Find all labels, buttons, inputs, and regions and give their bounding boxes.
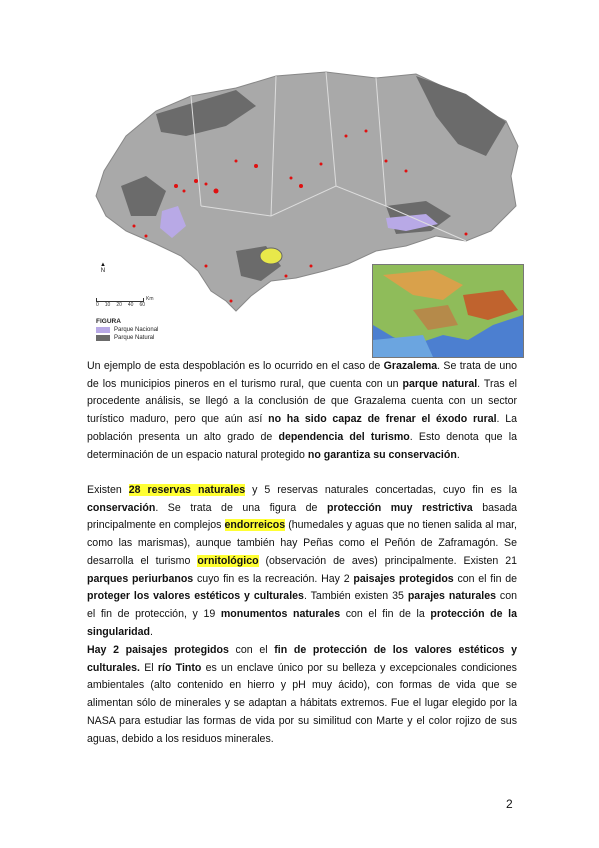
text-run: con el bbox=[228, 644, 275, 656]
text-run: y 5 reservas naturales concertadas, cuyo fin es la bbox=[245, 484, 517, 496]
text-run: conservación bbox=[87, 501, 156, 514]
text-run: . Se trata de una figura de bbox=[155, 501, 328, 514]
text-run: con el fin de protección, y 19 bbox=[87, 590, 518, 620]
text-run: con el fin de la bbox=[340, 607, 431, 620]
text-run: Existen bbox=[87, 484, 129, 496]
text-run: . Esto denota que la determinación de un espacio natural protegido bbox=[87, 430, 517, 461]
text-run: protección muy restrictiva bbox=[327, 501, 473, 514]
text-run: parajes naturales bbox=[407, 590, 496, 603]
text-run: protección de la singularidad bbox=[87, 607, 517, 638]
text-run: . bbox=[149, 625, 153, 638]
text-run: con el fin de bbox=[453, 572, 518, 585]
text-run: 28 reservas naturales bbox=[128, 484, 246, 496]
text-run: . También existen 35 bbox=[303, 590, 408, 603]
text-run: El bbox=[140, 661, 158, 674]
relief-inset-graphic bbox=[373, 265, 523, 357]
text-run: parque natural bbox=[402, 377, 478, 390]
legend-item bbox=[96, 327, 158, 333]
text-run: río Tinto bbox=[157, 661, 202, 674]
text-run: endorreicos bbox=[224, 519, 286, 532]
text-run: . La población presenta un alto grado de bbox=[87, 413, 518, 443]
legend-item bbox=[96, 335, 158, 341]
north-label: N bbox=[100, 268, 106, 274]
text-run: . Tras el procedente análisis, se llegó a la conclusión de que Grazalema cuenta con un sector turístico maduro, pero que aún así bbox=[87, 377, 517, 426]
map-legend bbox=[96, 318, 158, 341]
paragraph-paisajes bbox=[87, 642, 517, 748]
text-run: es un enclave único por su belleza y excepcionales condiciones ambientales (alto contenido en hierro y pH muy ácido), con formas de vida que se alimentan sólo de minerales y se adaptan a hábitats extremos. Fue el lugar elegido por la NASA para estudiar las formas de vida por su similitud con Marte y el color rojizo de sus aguas, debido a los residuos minerales. bbox=[87, 661, 517, 745]
text-run: proteger los valores estéticos y culturales bbox=[87, 590, 304, 603]
text-run: basada principalmente en complejos bbox=[87, 501, 518, 532]
north-arrow: ▲ N bbox=[100, 262, 106, 274]
scale-tick: 40 bbox=[127, 302, 134, 308]
scale-tick: 0 bbox=[96, 302, 99, 308]
text-run: . bbox=[456, 448, 460, 461]
paragraph-reservas bbox=[87, 482, 517, 641]
legend-label: Parque Nacional bbox=[114, 327, 159, 333]
text-run: cuyo fin es la recreación. Hay 2 bbox=[193, 572, 354, 585]
text-run: fin de protección de los valores estéticos y culturales. bbox=[87, 644, 517, 674]
text-run: monumentos naturales bbox=[220, 607, 341, 620]
page-number: 2 bbox=[506, 797, 513, 811]
scale-tick: 60 bbox=[139, 302, 146, 308]
text-run: . Se trata de uno de los municipios pineros en el turismo rural, que cuenta con un bbox=[87, 360, 517, 390]
legend-swatch bbox=[96, 327, 110, 333]
legend-title: FIGURA bbox=[96, 318, 121, 325]
paragraph-grazalema bbox=[87, 358, 517, 464]
text-run: ornitológico bbox=[197, 554, 259, 567]
text-run: (observación de aves) principalmente. Existen 21 bbox=[258, 554, 517, 567]
grazalema-highlight bbox=[260, 248, 282, 264]
legend-swatch bbox=[96, 335, 110, 341]
scale-tick: 20 bbox=[116, 302, 122, 308]
scale-bar bbox=[96, 296, 154, 308]
text-run: Grazalema bbox=[383, 360, 438, 372]
text-run: dependencia del turismo bbox=[278, 430, 410, 443]
scale-tick: 10 bbox=[104, 302, 111, 308]
scale-unit: Km bbox=[146, 296, 154, 302]
text-run: (humedales y aguas que no tienen salida al mar, como las marismas), aunque también hay Peñas como el Peñón de Zaframagón. Se desarrolla el turismo bbox=[87, 519, 517, 567]
text-run: Hay 2 paisajes protegidos bbox=[87, 644, 229, 656]
text-run: paisajes protegidos bbox=[353, 572, 454, 585]
text-run: parques periurbanos bbox=[87, 572, 194, 585]
text-run: Un ejemplo de esta despoblación es lo ocurrido en el caso de bbox=[87, 360, 384, 372]
relief-inset-map bbox=[372, 264, 524, 358]
text-run: no garantiza su conservación bbox=[307, 448, 457, 461]
legend-label: Parque Natural bbox=[114, 335, 155, 341]
text-run: no ha sido capaz de frenar el éxodo rural bbox=[268, 413, 497, 426]
